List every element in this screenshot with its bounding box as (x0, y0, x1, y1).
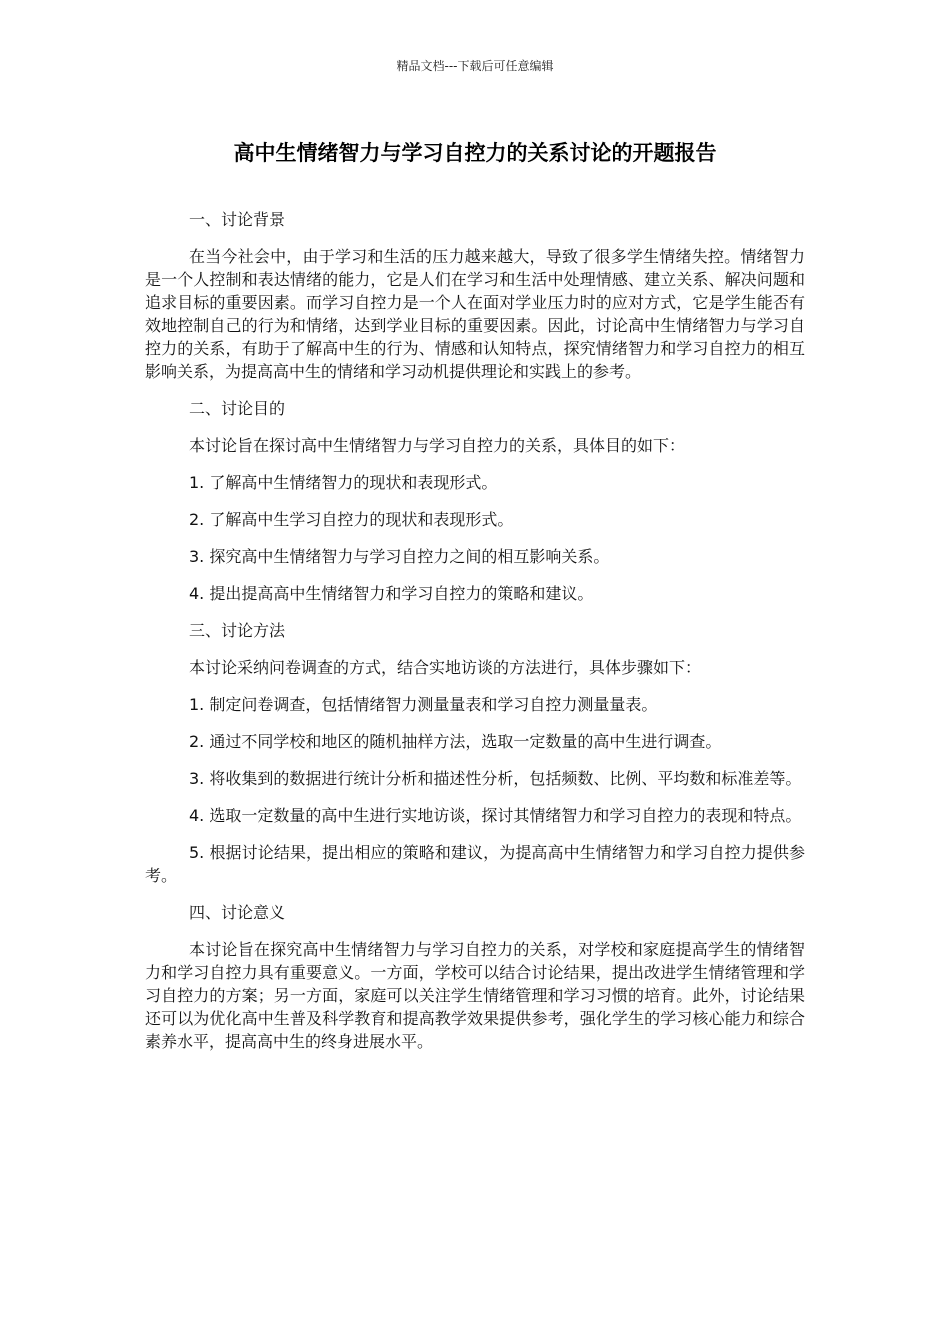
method-intro: 本讨论采纳问卷调查的方式，结合实地访谈的方法进行，具体步骤如下： (189, 658, 702, 677)
significance-paragraph: 本讨论旨在探究高中生情绪智力与学习自控力的关系，对学校和家庭提高学生的情绪智力和学习自控力具有重要意义。一方面，学校可以结合讨论结果，提出改进学生情绪管理和学习自控力的方案；另一方面，家庭可以关注学生情绪管理和学习习惯的培育。此外，讨论结果还可以为优化高中生普及科学教育和提高教学效果提供参考，强化学生的学习核心能力和综合素养水平，提高高中生的终身进展水平。 (145, 940, 805, 1051)
method-item: 2. 通过不同学校和地区的随机抽样方法，选取一定数量的高中生进行调查。 (189, 732, 722, 751)
section-heading-background: 一、讨论背景 (189, 210, 286, 229)
purpose-item: 4. 提出提高高中生情绪智力和学习自控力的策略和建议。 (189, 584, 594, 603)
page-header: 精品文档---下载后可任意编辑 (396, 59, 554, 73)
document-body (145, 208, 805, 1067)
purpose-item: 3. 探究高中生情绪智力与学习自控力之间的相互影响关系。 (189, 547, 610, 566)
method-item: 3. 将收集到的数据进行统计分析和描述性分析，包括频数、比例、平均数和标准差等。 (189, 769, 802, 788)
section-heading-method: 三、讨论方法 (189, 621, 286, 640)
purpose-intro: 本讨论旨在探讨高中生情绪智力与学习自控力的关系，具体目的如下： (189, 436, 686, 455)
method-item: 1. 制定问卷调查，包括情绪智力测量量表和学习自控力测量量表。 (189, 695, 658, 714)
background-paragraph: 在当今社会中，由于学习和生活的压力越来越大，导致了很多学生情绪失控。情绪智力是一个人控制和表达情绪的能力，它是人们在学习和生活中处理情感、建立关系、解决问题和追求目标的重要因素。而学习自控力是一个人在面对学业压力时的应对方式，它是学生能否有效地控制自己的行为和情绪，达到学业目标的重要因素。因此，讨论高中生情绪智力与学习自控力的关系，有助于了解高中生的行为、情感和认知特点，探究情绪智力和学习自控力的相互影响关系，为提高高中生的情绪和学习动机提供理论和实践上的参考。 (145, 247, 805, 381)
section-heading-purpose: 二、讨论目的 (189, 399, 286, 418)
method-item: 4. 选取一定数量的高中生进行实地访谈，探讨其情绪智力和学习自控力的表现和特点。 (189, 806, 802, 825)
purpose-item: 2. 了解高中生学习自控力的现状和表现形式。 (189, 510, 514, 529)
section-heading-significance: 四、讨论意义 (189, 903, 286, 922)
method-item: 5. 根据讨论结果，提出相应的策略和建议，为提高高中生情绪智力和学习自控力提供参考。 (145, 843, 805, 885)
purpose-item: 1. 了解高中生情绪智力的现状和表现形式。 (189, 473, 498, 492)
document-title: 高中生情绪智力与学习自控力的关系讨论的开题报告 (233, 141, 717, 165)
